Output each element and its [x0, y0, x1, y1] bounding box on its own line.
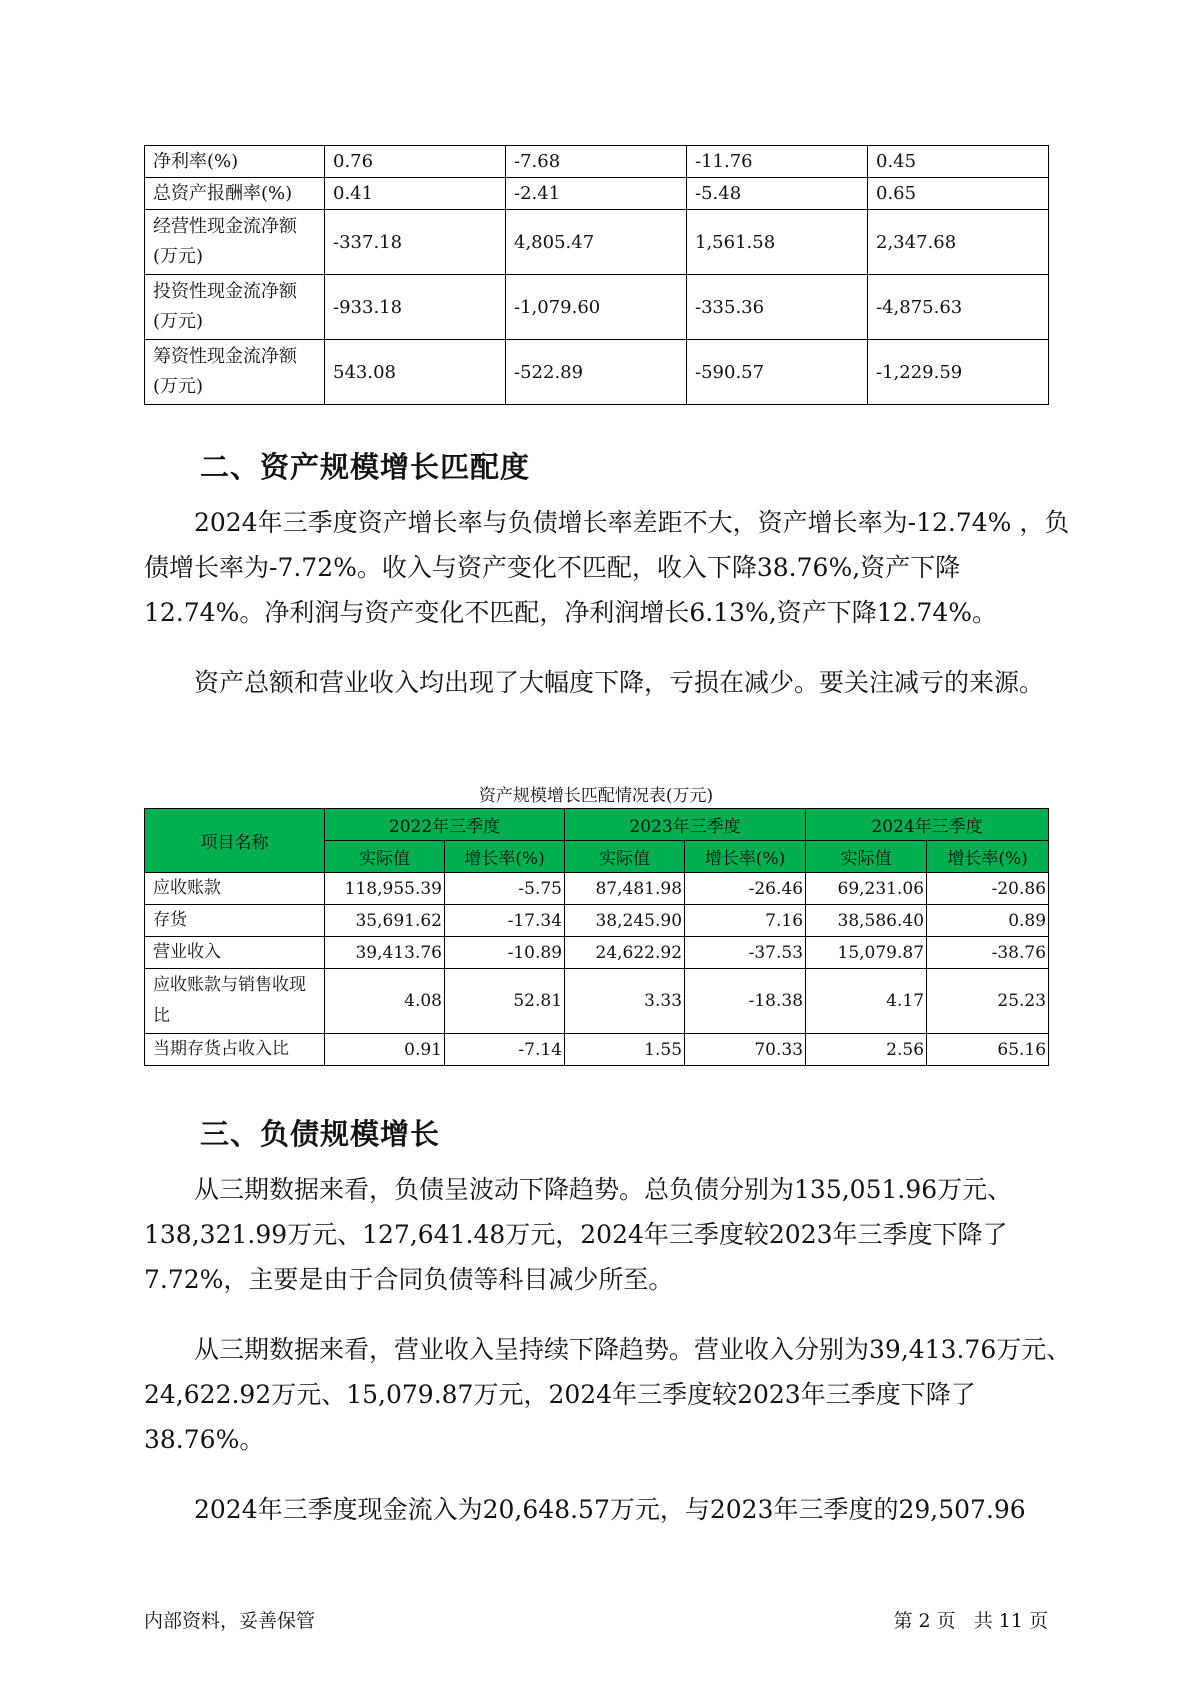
- table-cell: 4,805.47: [506, 210, 687, 275]
- table-cell: -933.18: [325, 275, 506, 340]
- table-cell: -590.57: [687, 340, 868, 405]
- table-cell: -7.14: [445, 1034, 565, 1066]
- table-row: [145, 340, 1049, 405]
- table-cell: 38,245.90: [565, 905, 685, 937]
- table-cell: 25.23: [927, 969, 1049, 1034]
- table-cell: 543.08: [325, 340, 506, 405]
- section-heading: 二、资产规模增长匹配度: [200, 450, 531, 484]
- column-header: 实际值: [565, 841, 685, 873]
- table-cell: -1,079.60: [506, 275, 687, 340]
- table-row: [145, 178, 1049, 210]
- table-cell: 70.33: [685, 1034, 806, 1066]
- column-header: 2024年三季度: [806, 809, 1049, 841]
- table-row: [145, 969, 1049, 1034]
- row-label: 净利率(%): [145, 146, 325, 178]
- table-cell: -38.76: [927, 937, 1049, 969]
- table-cell: 4.17: [806, 969, 927, 1034]
- table-cell: 0.89: [927, 905, 1049, 937]
- asset-growth-table: [144, 808, 1049, 1066]
- table-cell: 0.91: [325, 1034, 445, 1066]
- table-cell: -37.53: [685, 937, 806, 969]
- column-header: 增长率(%): [927, 841, 1049, 873]
- column-header: 实际值: [325, 841, 445, 873]
- table-cell: -17.34: [445, 905, 565, 937]
- row-label: 当期存货占收入比: [145, 1034, 325, 1066]
- table-cell: -5.48: [687, 178, 868, 210]
- table-row: [145, 1034, 1049, 1066]
- table-cell: -5.75: [445, 873, 565, 905]
- paragraph: 从三期数据来看，营业收入呈持续下降趋势。营业收入分别为39,413.76万元、24,622.92万元、15,079.87万元，2024年三季度较2023年三季度下降了38.76%。: [144, 1335, 1072, 1454]
- page-number: 第 2 页 共 11 页: [893, 1610, 1048, 1632]
- paragraph: 2024年三季度现金流入为20,648.57万元，与2023年三季度的29,507.96: [194, 1495, 1026, 1524]
- column-header: 2022年三季度: [325, 809, 565, 841]
- financial-ratio-table: [144, 145, 1049, 405]
- table-cell: 87,481.98: [565, 873, 685, 905]
- paragraph: 从三期数据来看，负债呈波动下降趋势。总负债分别为135,051.96万元、138,321.99万元、127,641.48万元，2024年三季度较2023年三季度下降了7.72%，主要是由于合同负债等科目减少所至。: [144, 1175, 1013, 1294]
- table-cell: -337.18: [325, 210, 506, 275]
- column-header: 2023年三季度: [565, 809, 806, 841]
- table-cell: -18.38: [685, 969, 806, 1034]
- table-cell: -2.41: [506, 178, 687, 210]
- table-cell: -20.86: [927, 873, 1049, 905]
- table-cell: 69,231.06: [806, 873, 927, 905]
- table-cell: -7.68: [506, 146, 687, 178]
- table-cell: 15,079.87: [806, 937, 927, 969]
- table-cell: -1,229.59: [868, 340, 1049, 405]
- table-cell: 24,622.92: [565, 937, 685, 969]
- column-header: 增长率(%): [685, 841, 806, 873]
- table-cell: 65.16: [927, 1034, 1049, 1066]
- table-row: [145, 210, 1049, 275]
- row-label: 总资产报酬率(%): [145, 178, 325, 210]
- table-cell: 52.81: [445, 969, 565, 1034]
- row-label: 投资性现金流净额(万元): [145, 275, 325, 340]
- table-cell: 35,691.62: [325, 905, 445, 937]
- table-header-row: [145, 809, 1049, 841]
- table-caption: 资产规模增长匹配情况表(万元): [478, 786, 714, 806]
- table-cell: -522.89: [506, 340, 687, 405]
- table-cell: 118,955.39: [325, 873, 445, 905]
- table-cell: 0.65: [868, 178, 1049, 210]
- table-row: [145, 937, 1049, 969]
- table-cell: -11.76: [687, 146, 868, 178]
- table-cell: 39,413.76: [325, 937, 445, 969]
- table-cell: 0.45: [868, 146, 1049, 178]
- paragraph: 2024年三季度资产增长率与负债增长率差距不大，资产增长率为-12.74% ，负债增长率为-7.72%。收入与资产变化不匹配，收入下降38.76%,资产下降12.74%。净利润与资产变化不匹配，净利润增长6.13%,资产下降12.74%。: [144, 508, 1070, 627]
- table-cell: -4,875.63: [868, 275, 1049, 340]
- table-cell: 3.33: [565, 969, 685, 1034]
- column-header: 项目名称: [145, 809, 325, 873]
- table-cell: 7.16: [685, 905, 806, 937]
- table-cell: -10.89: [445, 937, 565, 969]
- row-label: 经营性现金流净额(万元): [145, 210, 325, 275]
- table-row: [145, 146, 1049, 178]
- table-cell: 38,586.40: [806, 905, 927, 937]
- table-cell: 1,561.58: [687, 210, 868, 275]
- table-cell: 0.41: [325, 178, 506, 210]
- row-label: 应收账款与销售收现比: [145, 969, 325, 1034]
- column-header: 实际值: [806, 841, 927, 873]
- footer-note: 内部资料，妥善保管: [144, 1610, 316, 1632]
- row-label: 应收账款: [145, 873, 325, 905]
- row-label: 筹资性现金流净额(万元): [145, 340, 325, 405]
- table-cell: 2.56: [806, 1034, 927, 1066]
- row-label: 营业收入: [145, 937, 325, 969]
- table-row: [145, 873, 1049, 905]
- table-row: [145, 275, 1049, 340]
- table-cell: -335.36: [687, 275, 868, 340]
- table-cell: 1.55: [565, 1034, 685, 1066]
- table-cell: 4.08: [325, 969, 445, 1034]
- table-row: [145, 905, 1049, 937]
- section-heading: 三、负债规模增长: [200, 1117, 441, 1151]
- column-header: 增长率(%): [445, 841, 565, 873]
- row-label: 存货: [145, 905, 325, 937]
- table-cell: 0.76: [325, 146, 506, 178]
- table-cell: -26.46: [685, 873, 806, 905]
- paragraph: 资产总额和营业收入均出现了大幅度下降，亏损在减少。要关注减亏的来源。: [194, 668, 1045, 697]
- table-cell: 2,347.68: [868, 210, 1049, 275]
